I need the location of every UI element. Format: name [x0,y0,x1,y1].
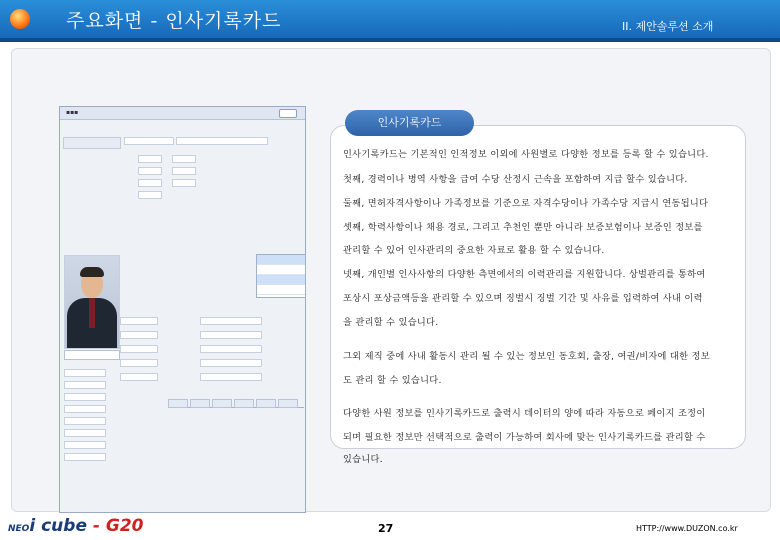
company-url: HTTP://www.DUZON.co.kr [636,524,738,533]
product-logo: NEOi cube - G20 [8,516,144,536]
description-line: 둘째, 면허자격사항이나 가족정보를 기준으로 자격수당이나 가족수당 지급시 연동됩니다 [343,198,709,209]
screenshot-field [120,345,158,353]
screenshot-tab [124,137,174,145]
screenshot-field [200,317,262,325]
header-bar [0,0,780,42]
description-line: 셋째, 학력사항이나 채용 경로, 그리고 추천인 뿐만 아니라 보증보험이나 보증인 정보를 [343,222,703,233]
screenshot-field [200,345,262,353]
panel-title-badge: 인사기록카드 [345,110,474,136]
screenshot-field [64,405,106,413]
page-number: 27 [378,522,394,535]
screenshot-field [64,381,106,389]
screenshot-field [172,179,196,187]
section-label: II. 제안솔루션 소개 [622,20,714,33]
screenshot-field [172,167,196,175]
screenshot-field [138,167,162,175]
screenshot-grid-row [257,285,305,295]
screenshot-grid [256,254,306,298]
description-line: 인사기록카드는 기본적인 인적정보 이외에 사원별로 다양한 정보를 등록 할 수 있습니다. [343,149,709,160]
screenshot-field [64,369,106,377]
screenshot-name-field [64,350,120,360]
description-line: 도 관리 할 수 있습니다. [343,375,442,386]
screenshot-field [64,429,106,437]
screenshot-titlebar [60,107,305,120]
description-line: 첫째, 경력이나 병역 사항을 급여 수당 산정시 근속을 포함하여 지급 할수 있습니다. [343,174,688,185]
screenshot-left-tab [63,137,121,149]
description-line: 포상시 포상금액등을 관리할 수 있으며 징벌시 징벌 기간 및 사유를 입력하여 사내 이력 [343,293,703,304]
description-line: 그외 제직 중에 사내 활동시 관리 될 수 있는 정보인 동호회, 출장, 여권/비자에 대한 정보 [343,351,710,362]
screenshot-field [172,155,196,163]
description-line: 을 관리할 수 있습니다. [343,317,439,328]
bullet-orb-icon [10,9,30,29]
screenshot-title-icon: ▪▪▪ [66,109,79,116]
screenshot-field [120,317,158,325]
screenshot-grid-row [257,265,305,275]
screenshot-field [64,417,106,425]
header-divider [0,38,780,42]
description-line: 넷째, 개인별 인사사항의 다양한 측면에서의 이력관리를 지원합니다. 상벌관리를 통하여 [343,269,706,280]
screenshot-tab [176,137,268,145]
screenshot-field [120,373,158,381]
screenshot-field [138,155,162,163]
screenshot-field [64,453,106,461]
screenshot-field [138,191,162,199]
screenshot-field [200,331,262,339]
screenshot-field [64,441,106,449]
employee-photo [64,255,120,349]
screenshot-grid-row [257,255,305,265]
description-line: 있습니다. [343,454,383,465]
personnel-card-screenshot [59,106,306,513]
description-line: 다양한 사원 정보를 인사기록카드로 출력시 데이터의 양에 따라 자동으로 페이지 조정이 [343,408,706,419]
description-line: 관리할 수 있어 인사관리의 중요한 자료로 활용 할 수 있습니다. [343,245,605,256]
screenshot-close-icon [279,109,297,118]
page-title: 주요화면 - 인사기록카드 [66,10,282,32]
screenshot-tab-strip [168,399,304,408]
screenshot-field [120,359,158,367]
screenshot-field [200,359,262,367]
description-line: 되며 필요한 정보만 선택적으로 출력이 가능하여 회사에 맞는 인사기록카드를 관리할 수 [343,432,706,443]
screenshot-field [200,373,262,381]
screenshot-field [138,179,162,187]
screenshot-field [64,393,106,401]
screenshot-grid-row [257,275,305,285]
screenshot-field [120,331,158,339]
